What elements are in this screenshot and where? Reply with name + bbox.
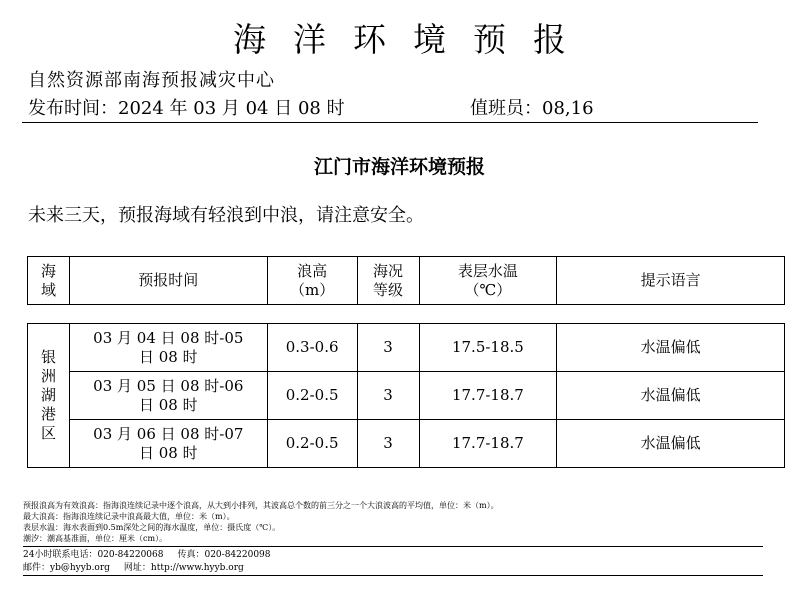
table-row [28, 372, 785, 420]
header-wave-line-1: 浪高 [297, 261, 328, 280]
header-area-line-1: 海 [40, 261, 56, 280]
table-spacer [28, 305, 785, 324]
temp-cell: 17.7-18.7 [419, 372, 557, 420]
footnote: 预报浪高为有效浪高：指海浪连续记录中逐个浪高，从大到小排列，其波高总个数的前三分之一个大浪波高的平均值，单位：米（m）。 [23, 501, 499, 510]
area-char: 银 [40, 348, 56, 366]
table-header-row [28, 257, 785, 305]
contact-info [23, 549, 271, 575]
contact-fax: 传真：020-84220098 [177, 550, 271, 560]
contact-line-1 [23, 549, 271, 562]
header-state-line-1: 海况 [373, 261, 404, 280]
header-wave [267, 257, 357, 305]
wave-cell: 0.3-0.6 [267, 324, 357, 372]
temp-cell: 17.7-18.7 [419, 420, 557, 468]
contact-email[interactable]: 邮件：yb@hyyb.org [23, 563, 110, 573]
header-tip: 提示语言 [557, 257, 785, 305]
footnote: 最大浪高：指海浪连续记录中浪高最大值，单位：米（m）。 [23, 512, 235, 521]
header-time: 预报时间 [69, 257, 267, 305]
table-spacer-row [28, 305, 785, 324]
footnote: 表层水温：海水表面到0.5m深处之间的海水温度，单位：摄氏度（℃）。 [23, 523, 281, 532]
issuing-organization: 自然资源部南海预报减灾中心 [28, 70, 275, 91]
area-char: 湖 [40, 386, 56, 404]
area-char: 港 [40, 405, 56, 423]
header-divider [22, 122, 758, 123]
time-cell [69, 420, 267, 468]
wave-cell: 0.2-0.5 [267, 420, 357, 468]
footnote: 潮汐：潮高基准面，单位：厘米（cm）。 [23, 534, 168, 543]
time-line-2: 日 08 时 [139, 347, 198, 366]
area-char: 洲 [40, 367, 56, 385]
footer-bottom-divider [23, 575, 763, 576]
header-wave-line-2: （m） [290, 280, 335, 299]
table-row [28, 324, 785, 372]
tip-cell: 水温偏低 [557, 372, 785, 420]
contact-website[interactable]: 网址：http://www.hyyb.org [123, 563, 244, 573]
forecast-summary: 未来三天，预报海域有轻浪到中浪，请注意安全。 [28, 205, 424, 226]
tip-cell: 水温偏低 [557, 420, 785, 468]
time-cell [69, 324, 267, 372]
duty-officer: 值班员：08,16 [470, 98, 594, 119]
area-cell [28, 324, 70, 468]
header-area-line-2: 域 [40, 280, 56, 299]
contact-phone: 24小时联系电话：020-84220068 [23, 550, 164, 560]
area-char: 区 [40, 424, 56, 442]
time-line-1: 03 月 06 日 08 时-07 [93, 424, 244, 443]
wave-cell: 0.2-0.5 [267, 372, 357, 420]
state-cell: 3 [357, 372, 419, 420]
tip-cell: 水温偏低 [557, 324, 785, 372]
time-line-1: 03 月 04 日 08 时-05 [93, 328, 244, 347]
publish-time: 发布时间：2024 年 03 月 04 日 08 时 [28, 98, 345, 119]
state-cell: 3 [357, 420, 419, 468]
forecast-table [27, 256, 785, 468]
forecast-title: 江门市海洋环境预报 [313, 156, 485, 178]
header-temp-line-1: 表层水温 [457, 261, 518, 280]
header-state [357, 257, 419, 305]
time-line-2: 日 08 时 [139, 443, 198, 462]
header-state-line-2: 等级 [373, 280, 404, 299]
table-row [28, 420, 785, 468]
footer-divider [23, 546, 763, 547]
time-cell [69, 372, 267, 420]
time-line-1: 03 月 05 日 08 时-06 [93, 376, 244, 395]
page-title: 海洋环境预报 [233, 20, 593, 59]
state-cell: 3 [357, 324, 419, 372]
header-temp-line-2: （℃） [464, 280, 512, 299]
temp-cell: 17.5-18.5 [419, 324, 557, 372]
footnotes [23, 500, 499, 544]
time-line-2: 日 08 时 [139, 395, 198, 414]
contact-line-2 [23, 562, 271, 575]
header-temp [419, 257, 557, 305]
header-area [28, 257, 70, 305]
